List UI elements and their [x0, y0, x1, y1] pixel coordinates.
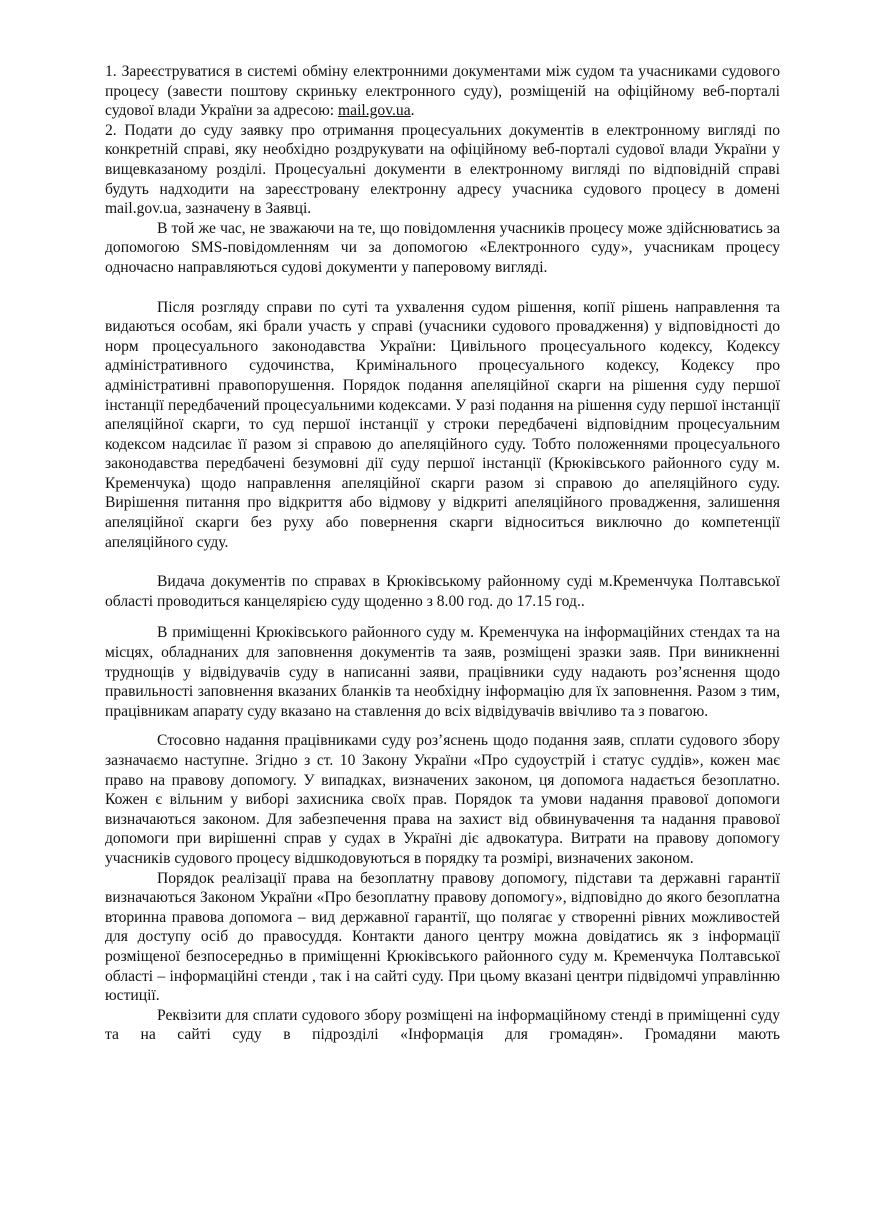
- paragraph-step-1: [105, 62, 780, 121]
- paragraph-after-decision: Після розгляду справи по суті та ухвалення судом рішення, копії рішень направлення та видаються особам, які брали участь у справі (учасники судового провадження) у відповідності до норм процесуального законодавства України: Цивільного процесуального кодексу, Кодексу адміністративного судочинства, Кримінального процесуального кодексу, Кодексу про адміністративні правопорушення. Порядок подання апеляційної скарги на рішення суду першої інстанції передбачений процесуальними кодексами. У разі подання на рішення суду першої інстанції апеляційної скарги, то суд першої інстанції у строки передбачені відповідним процесуальним кодексом надсилає її разом зі справою до апеляційного суду. Тобто положеннями процесуального законодавства передбачені безумовні дії суду першої інстанції (Крюківського районного суду м. Кременчука) щодо направлення апеляційної скарги разом зі справою до апеляційного суду. Вирішення питання про відкриття або відмову у відкриті апеляційного провадження, залишення апеляційної скарги без руху або повернення скарги відноситься виключно до компетенції апеляційного суду.: [105, 298, 780, 551]
- paragraph-legal-aid: Стосовно надання працівниками суду роз’яснень щодо подання заяв, сплати судового збору зазначаємо наступне. Згідно з ст. 10 Закону України «Про судоустрій і статус суддів», кожен має право на правову допомогу. У випадках, визначених законом, ця допомога надається безоплатно. Кожен є вільним у виборі захисника своїх прав. Порядок та умови надання правової допомоги визначаються законом. Для забезпечення права на захист від обвинувачення та надання правової допомоги при вирішенні справ у судах в Україні діє адвокатура. Витрати на правову допомогу учасників судового процесу відшкодовуються в порядку та розмірі, визначених законом.: [105, 732, 780, 867]
- paragraph-step-1-text: 1. Зареєструватися в системі обміну електронними документами між судом та учасниками судового процесу (завести поштову скриньку електронного суду), розміщеній на офіційному веб-порталі судової влади України за адресою:: [105, 63, 780, 120]
- paragraph-step-2: 2. Подати до суду заявку про отримання процесуальних документів в електронному вигляді по конкретній справі, яку необхідно роздрукувати на офіційному веб-порталі судової влади України у вищевказаному розділі. Процесуальні документи в електронному вигляді по відповідній справі будуть надходити на зареєстровану електронну адресу учасника судового процесу в домені mail.gov.ua, зазначену в Заявці.: [105, 121, 780, 218]
- paragraph-sample-forms: В приміщенні Крюківського районного суду м. Кременчука на інформаційних стендах та на місцях, обладнаних для заповнення документів та заяв, розміщені зразки заяв. При виникненні труднощів у відвідувачів суду в написанні заяви, працівники суду надають роз’яснення щодо правильності заповнення вказаних бланків та необхідну інформацію для їх заповнення. Разом з тим, працівникам апарату суду вказано на ставлення до всіх відвідувачів ввічливо та з повагою.: [105, 624, 780, 720]
- mail-gov-ua-link[interactable]: mail.gov.ua: [338, 102, 411, 120]
- paragraph-free-legal-aid: Порядок реалізації права на безоплатну правову допомогу, підстави та державні гарантії визначаються Законом України «Про безоплатну правову допомогу», відповідно до якого безоплатна вторинна правова допомога – вид державної гарантії, що полягає у створенні рівних можливостей для доступу осіб до правосуддя. Контакти даного центру можна довідатись як з інформації розміщеної безпосередньо в приміщенні Крюківського районного суду м. Кременчука Полтавської області – інформаційні стенди , так і на сайті суду. При цьому вказані центри підвідомчі управлінню юстиції.: [105, 869, 780, 1005]
- paragraph-step-1-end: .: [410, 102, 415, 120]
- paragraph-document-issuance: Видача документів по справах в Крюківському районному суді м.Кременчука Полтавської області проводиться канцелярією суду щоденно з 8.00 год. до 17.15 год..: [105, 573, 780, 610]
- paragraph-notification: В той же час, не зважаючи на те, що повідомлення учасників процесу може здійснюватись за допомогою SMS-повідомленням чи за допомогою «Електронного суду», учасникам процесу одночасно направляються судові документи у паперовому вигляді.: [105, 219, 780, 276]
- paragraph-court-fee-details: Реквізити для сплати судового збору розміщені на інформаційному стенді в приміщенні суду та на сайті суду в підрозділі «Інформація для громадян». Громадяни мають: [105, 1006, 780, 1044]
